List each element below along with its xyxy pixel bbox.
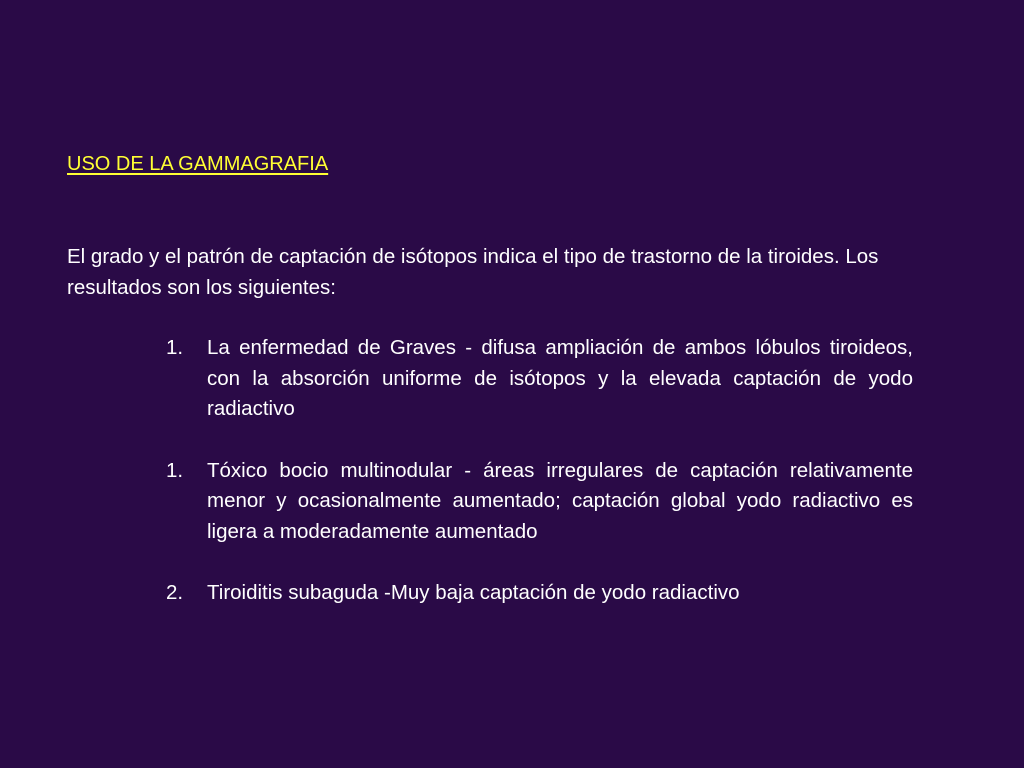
slide-title: USO DE LA GAMMAGRAFIA [67,153,329,175]
list-item-text: Tiroiditis subaguda -Muy baja captación de yodo radiactivo [207,581,740,604]
results-list [166,333,913,640]
list-item [166,333,913,425]
list-item-number: 2. [166,581,184,604]
list-item-number: 1. [166,458,184,482]
list-item-number: 1. [166,336,184,359]
list-item-text: Tóxico bocio multinodular - áreas irregulares de captación relativamente menor y ocasionalmente aumentado; captación global yodo radiactivo es ligera a moderadamente aumentado [207,458,913,543]
list-item [166,456,913,548]
list-item [166,578,913,609]
list-item-text: La enfermedad de Graves - difusa ampliación de ambos lóbulos tiroideos, con la absorción uniforme de isótopos y la elevada captación de yodo radiactivo [207,336,913,420]
intro-paragraph: El grado y el patrón de captación de isótopos indica el tipo de trastorno de la tiroides. Los resultados son los siguientes: [67,245,879,299]
